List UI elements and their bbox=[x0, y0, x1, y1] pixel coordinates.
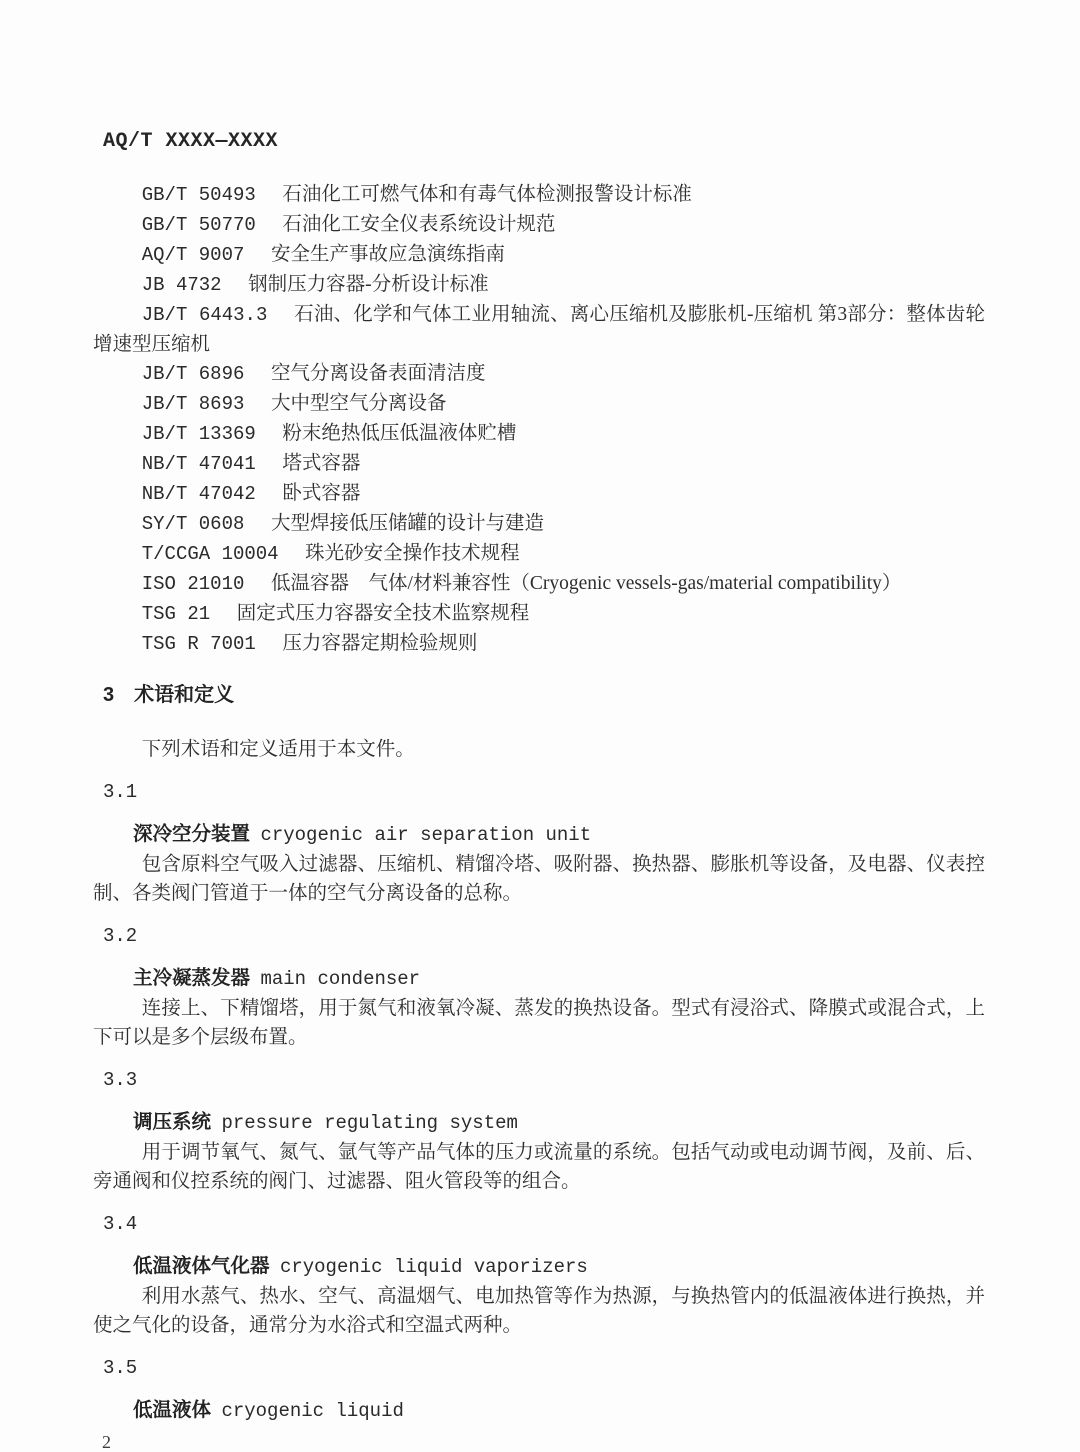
reference-title: 低温容器 气体/材料兼容性（Cryogenic vessels-gas/material compatibility） bbox=[270, 573, 902, 594]
term-en: cryogenic liquid bbox=[221, 1400, 404, 1422]
reference-code: JB/T 6896 bbox=[141, 363, 245, 385]
reference-code: JB/T 6443.3 bbox=[141, 304, 268, 326]
reference-title: 压力容器定期检验规则 bbox=[282, 633, 478, 654]
term-zh: 主冷凝蒸发器 bbox=[133, 967, 251, 989]
reference-title: 塔式容器 bbox=[282, 453, 361, 474]
reference-title: 固定式压力容器安全技术监察规程 bbox=[236, 603, 530, 624]
reference-item bbox=[93, 240, 985, 270]
reference-code: JB/T 13369 bbox=[141, 423, 256, 445]
reference-item bbox=[93, 210, 985, 240]
reference-item bbox=[93, 479, 985, 509]
term-zh: 低温液体气化器 bbox=[133, 1255, 270, 1277]
clause-number: 3.3 bbox=[103, 1069, 138, 1091]
term-definition: 用于调节氧气、氮气、氩气等产品气体的压力或流量的系统。包括气动或电动调节阀，及前、后、旁通阀和仪控系统的阀门、过滤器、阻火管段等的组合。 bbox=[93, 1142, 985, 1192]
page-footer bbox=[93, 1432, 985, 1452]
term-zh: 深冷空分装置 bbox=[133, 823, 251, 845]
term-en: cryogenic air separation unit bbox=[260, 824, 592, 846]
reference-title: 大型焊接低压储罐的设计与建造 bbox=[270, 513, 544, 534]
reference-item bbox=[93, 569, 985, 599]
term-line bbox=[93, 964, 985, 994]
reference-item bbox=[93, 419, 985, 449]
term-en: main condenser bbox=[260, 968, 421, 990]
reference-item bbox=[93, 359, 985, 389]
reference-code: TSG R 7001 bbox=[141, 633, 256, 655]
clause-number: 3.1 bbox=[103, 781, 138, 803]
reference-title: 钢制压力容器-分析设计标准 bbox=[248, 274, 489, 295]
reference-title: 大中型空气分离设备 bbox=[270, 393, 447, 414]
reference-title: 石油化工安全仪表系统设计规范 bbox=[282, 214, 556, 235]
term-zh: 调压系统 bbox=[133, 1111, 212, 1133]
term-zh: 低温液体 bbox=[133, 1399, 212, 1421]
reference-item bbox=[93, 270, 985, 300]
reference-item bbox=[93, 629, 985, 659]
term-line bbox=[93, 1252, 985, 1282]
reference-item bbox=[93, 300, 985, 359]
reference-code: GB/T 50493 bbox=[141, 184, 256, 206]
term-definition: 利用水蒸气、热水、空气、高温烟气、电加热管等作为热源，与换热管内的低温液体进行换热，并使之气化的设备，通常分为水浴式和空温式两种。 bbox=[93, 1286, 985, 1336]
term-en: pressure regulating system bbox=[221, 1112, 518, 1134]
reference-code: GB/T 50770 bbox=[141, 214, 256, 236]
reference-item bbox=[93, 389, 985, 419]
reference-item bbox=[93, 449, 985, 479]
term-line bbox=[93, 820, 985, 850]
reference-code: JB 4732 bbox=[141, 274, 222, 296]
clause-number: 3.4 bbox=[103, 1213, 138, 1235]
reference-title: 卧式容器 bbox=[282, 483, 361, 504]
reference-code: JB/T 8693 bbox=[141, 393, 245, 415]
reference-code: T/CCGA 10004 bbox=[141, 543, 279, 565]
reference-title: 石油、化学和气体工业用轴流、离心压缩机及膨胀机-压缩机 第3部分：整体齿轮增速型压缩机 bbox=[93, 304, 985, 355]
reference-code: NB/T 47042 bbox=[141, 483, 256, 505]
reference-title: 石油化工可燃气体和有毒气体检测报警设计标准 bbox=[282, 184, 692, 205]
reference-code: ISO 21010 bbox=[141, 573, 245, 595]
reference-code: NB/T 47041 bbox=[141, 453, 256, 475]
doc-code-header: AQ/T XXXX—XXXX bbox=[103, 130, 279, 153]
normative-references-list bbox=[93, 180, 985, 659]
reference-code: AQ/T 9007 bbox=[141, 244, 245, 266]
section-title: 术语和定义 bbox=[134, 684, 235, 706]
term-line bbox=[93, 1108, 985, 1138]
term-definition: 连接上、下精馏塔，用于氮气和液氧冷凝、蒸发的换热设备。型式有浸浴式、降膜式或混合式，上下可以是多个层级布置。 bbox=[93, 998, 985, 1048]
reference-item bbox=[93, 599, 985, 629]
terms-intro-paragraph: 下列术语和定义适用于本文件。 bbox=[141, 739, 415, 760]
reference-item bbox=[93, 180, 985, 210]
reference-item bbox=[93, 509, 985, 539]
section-heading-terms-and-definitions bbox=[103, 681, 985, 709]
clause-number: 3.5 bbox=[103, 1357, 138, 1379]
term-line bbox=[93, 1396, 985, 1426]
reference-title: 空气分离设备表面清洁度 bbox=[270, 363, 486, 384]
section-number: 3 bbox=[103, 684, 115, 706]
reference-title: 粉末绝热低压低温液体贮槽 bbox=[282, 423, 517, 444]
page-number: 2 bbox=[102, 1432, 111, 1452]
reference-code: TSG 21 bbox=[141, 603, 211, 625]
term-en: cryogenic liquid vaporizers bbox=[279, 1256, 588, 1278]
reference-title: 珠光砂安全操作技术规程 bbox=[305, 543, 520, 564]
reference-title: 安全生产事故应急演练指南 bbox=[270, 244, 505, 265]
term-definition: 包含原料空气吸入过滤器、压缩机、精馏冷塔、吸附器、换热器、膨胀机等设备，及电器、仪表控制、各类阀门管道于一体的空气分离设备的总称。 bbox=[93, 854, 985, 904]
clause-number: 3.2 bbox=[103, 925, 138, 947]
reference-code: SY/T 0608 bbox=[141, 513, 245, 535]
reference-item bbox=[93, 539, 985, 569]
